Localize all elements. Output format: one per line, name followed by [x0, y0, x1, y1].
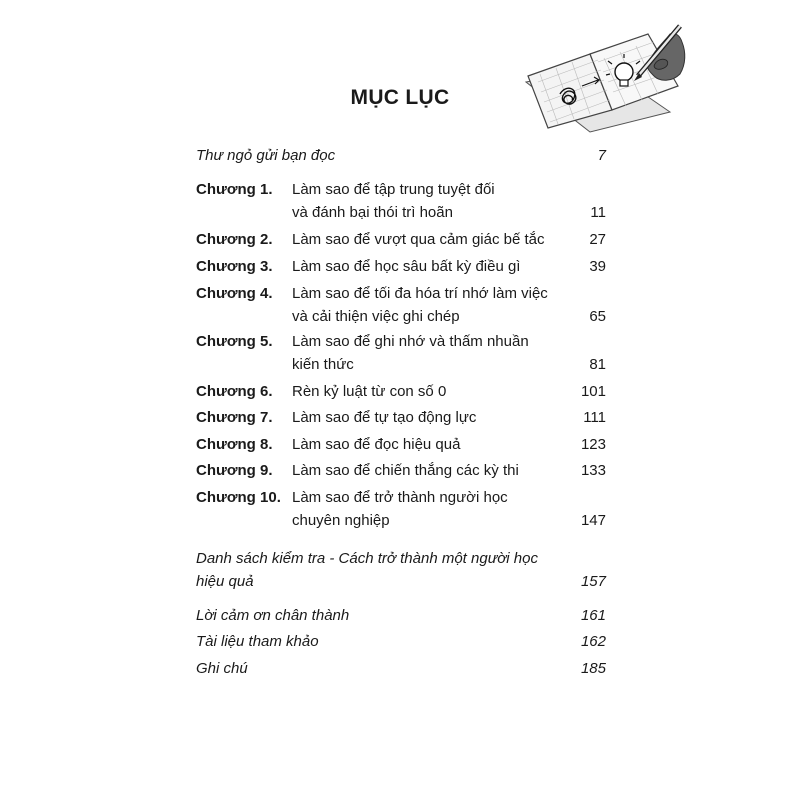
chapter-number: Chương 8. — [196, 436, 273, 453]
toc-page-number: 133 — [580, 462, 606, 479]
toc-entry-label: Lời cảm ơn chân thành — [196, 607, 350, 624]
chapter-number: Chương 7. — [196, 409, 273, 426]
toc-page-number: 27 — [589, 231, 606, 248]
toc-entry-label: Tài liệu tham khảo — [196, 633, 319, 650]
toc-page-number: 65 — [589, 308, 606, 325]
toc-page-number: 161 — [580, 607, 606, 624]
toc-entry-label: Ghi chú — [196, 660, 248, 677]
chapter-number: Chương 4. — [196, 285, 273, 302]
chapter-title-line-2: và cải thiện việc ghi chép — [292, 308, 460, 325]
chapter-title-line-1: Làm sao để tối đa hóa trí nhớ làm việc — [292, 285, 548, 302]
chapter-number: Chương 1. — [196, 181, 273, 198]
toc-page-number: 39 — [589, 258, 606, 275]
toc-page-number: 7 — [597, 147, 606, 164]
chapter-title-line-1: Làm sao để chiến thắng các kỳ thi — [292, 462, 519, 479]
chapter-title-line-2: kiến thức — [292, 356, 354, 373]
toc-page-number: 157 — [580, 573, 606, 590]
toc-entry-label-line-2: hiệu quả — [196, 573, 254, 590]
chapter-title-line-1: Rèn kỷ luật từ con số 0 — [292, 383, 447, 400]
toc-page-number: 123 — [580, 436, 606, 453]
toc-page-number: 147 — [580, 512, 606, 529]
chapter-number: Chương 5. — [196, 333, 273, 350]
toc-page-number: 101 — [580, 383, 606, 400]
toc-page-number: 111 — [583, 409, 606, 426]
chapter-title-line-2: chuyên nghiệp — [292, 512, 390, 529]
chapter-number: Chương 10. — [196, 489, 281, 506]
chapter-title-line-1: Làm sao để tập trung tuyệt đối — [292, 181, 495, 198]
notebook-lightbulb-illustration — [520, 20, 690, 140]
toc-page-number: 81 — [589, 356, 606, 373]
chapter-title-line-1: Làm sao để học sâu bất kỳ điều gì — [292, 258, 521, 275]
toc-entry-label: Thư ngỏ gửi bạn đọc — [196, 147, 336, 164]
chapter-title-line-1: Làm sao để đọc hiệu quả — [292, 436, 461, 453]
chapter-title-line-2: và đánh bại thói trì hoãn — [292, 204, 453, 221]
toc-page-number: 162 — [580, 633, 606, 650]
chapter-title-line-1: Làm sao để ghi nhớ và thấm nhuần — [292, 333, 529, 350]
chapter-number: Chương 3. — [196, 258, 273, 275]
chapter-number: Chương 9. — [196, 462, 273, 479]
chapter-title-line-1: Làm sao để vượt qua cảm giác bế tắc — [292, 231, 545, 248]
chapter-title-line-1: Làm sao để tự tạo động lực — [292, 409, 477, 426]
chapter-number: Chương 6. — [196, 383, 273, 400]
toc-chapter-1 — [196, 178, 606, 224]
toc-entry-label-line-1: Danh sách kiểm tra - Cách trở thành một người học — [196, 550, 538, 567]
chapter-number: Chương 2. — [196, 231, 273, 248]
chapter-title-line-1: Làm sao để trở thành người học — [292, 489, 508, 506]
toc-page-number: 11 — [590, 204, 606, 221]
toc-page-number: 185 — [580, 660, 606, 677]
page-title: MỤC LỤC — [350, 86, 450, 109]
